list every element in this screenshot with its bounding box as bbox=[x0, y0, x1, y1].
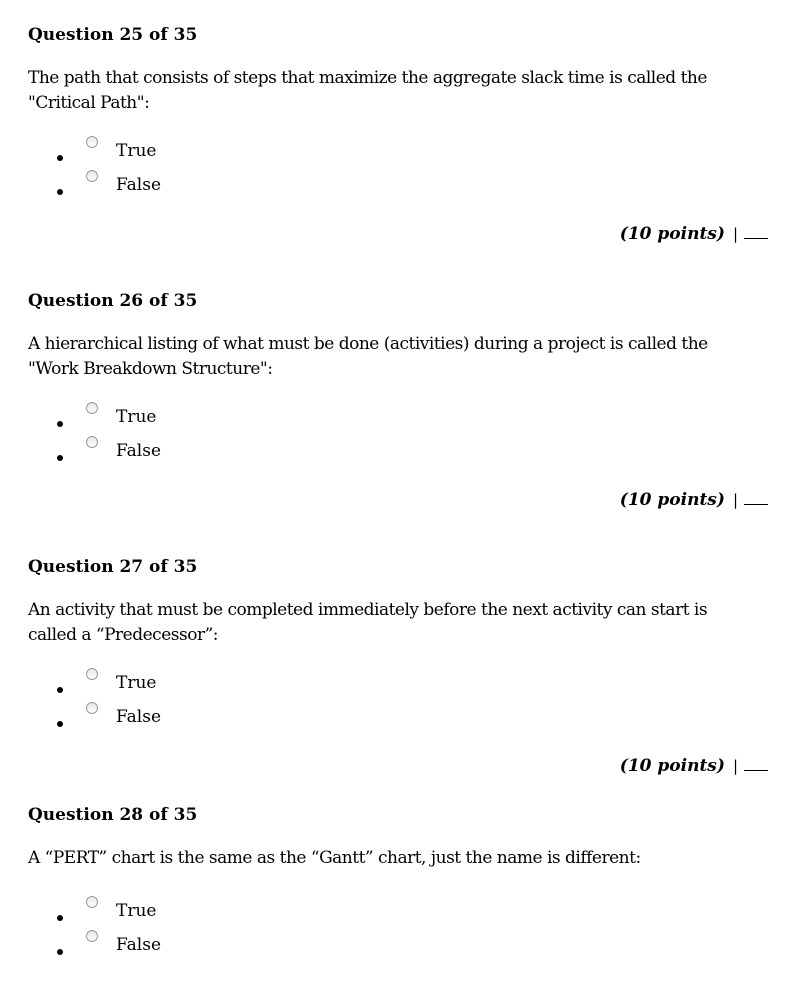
question-25 bbox=[28, 24, 768, 260]
radio-button-true[interactable] bbox=[86, 896, 98, 908]
question-title: Question 25 of 35 bbox=[28, 25, 198, 45]
separator: | bbox=[732, 757, 738, 775]
radio-button-false[interactable] bbox=[86, 702, 98, 714]
separator: | bbox=[732, 491, 738, 509]
radio-button-false[interactable] bbox=[86, 436, 98, 448]
question-text: A hierarchical listing of what must be done (activities) during a project is called the "Work Breakdown Structure": bbox=[28, 334, 708, 379]
bullet-icon bbox=[57, 915, 63, 921]
radio-button-true[interactable] bbox=[86, 136, 98, 148]
option-label: False bbox=[116, 441, 161, 461]
option-label: True bbox=[116, 407, 157, 427]
answer-blank bbox=[744, 756, 768, 771]
answer-blank bbox=[744, 490, 768, 505]
question-text: An activity that must be completed immediately before the next activity can start is called a “Predecessor”: bbox=[28, 600, 708, 645]
bullet-icon bbox=[57, 189, 63, 195]
answer-option-false[interactable] bbox=[28, 707, 328, 744]
question-title: Question 28 of 35 bbox=[28, 805, 198, 825]
answer-option-false[interactable] bbox=[28, 441, 328, 478]
bullet-icon bbox=[57, 721, 63, 727]
question-title: Question 26 of 35 bbox=[28, 291, 198, 311]
bullet-icon bbox=[57, 155, 63, 161]
option-label: False bbox=[116, 935, 161, 955]
answer-option-false[interactable] bbox=[28, 935, 328, 972]
option-label: False bbox=[116, 707, 161, 727]
question-text: The path that consists of steps that maximize the aggregate slack time is called the "Critical Path": bbox=[28, 68, 707, 113]
bullet-icon bbox=[57, 455, 63, 461]
radio-button-false[interactable] bbox=[86, 170, 98, 182]
points-row bbox=[620, 223, 768, 245]
bullet-icon bbox=[57, 687, 63, 693]
answer-options bbox=[28, 673, 328, 744]
option-label: True bbox=[116, 141, 157, 161]
radio-button-true[interactable] bbox=[86, 402, 98, 414]
points-label: (10 points) bbox=[619, 224, 725, 244]
answer-options bbox=[28, 141, 328, 212]
bullet-icon bbox=[57, 949, 63, 955]
radio-button-false[interactable] bbox=[86, 930, 98, 942]
points-row bbox=[620, 489, 768, 511]
option-label: True bbox=[116, 901, 157, 921]
bullet-icon bbox=[57, 421, 63, 427]
question-28 bbox=[28, 804, 768, 984]
points-row bbox=[620, 755, 768, 777]
separator: | bbox=[732, 225, 738, 243]
answer-option-false[interactable] bbox=[28, 175, 328, 212]
answer-options bbox=[28, 407, 328, 478]
points-label: (10 points) bbox=[619, 756, 725, 776]
question-text: A “PERT” chart is the same as the “Gantt” chart, just the name is different: bbox=[28, 848, 641, 868]
answer-blank bbox=[744, 224, 768, 239]
question-27 bbox=[28, 556, 768, 792]
answer-options bbox=[28, 901, 328, 972]
answer-option-true[interactable] bbox=[28, 407, 328, 444]
question-title: Question 27 of 35 bbox=[28, 557, 198, 577]
option-label: True bbox=[116, 673, 157, 693]
question-26 bbox=[28, 290, 768, 526]
answer-option-true[interactable] bbox=[28, 673, 328, 710]
answer-option-true[interactable] bbox=[28, 141, 328, 178]
answer-option-true[interactable] bbox=[28, 901, 328, 938]
radio-button-true[interactable] bbox=[86, 668, 98, 680]
option-label: False bbox=[116, 175, 161, 195]
points-label: (10 points) bbox=[619, 490, 725, 510]
